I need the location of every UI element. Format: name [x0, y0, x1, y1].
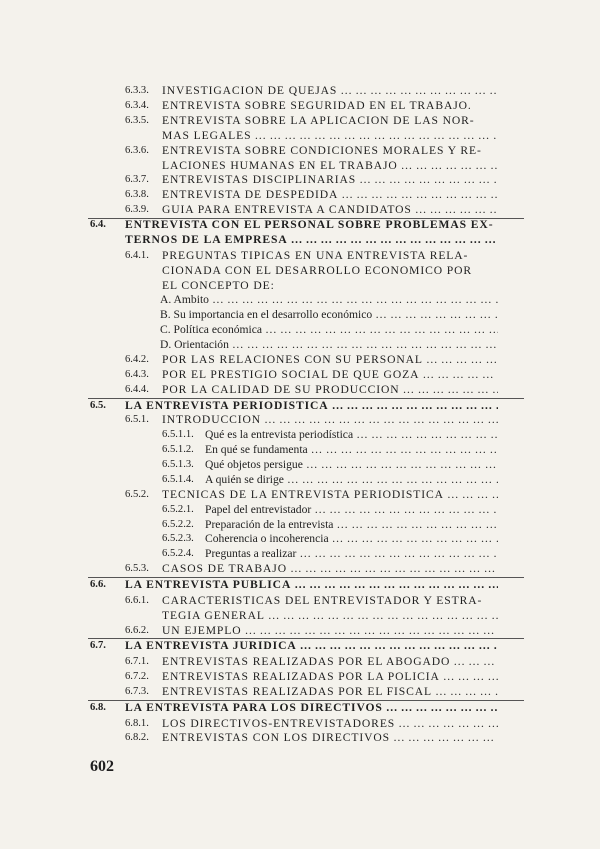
toc-entry-title: A quién se dirige … … … … … … … … … … … … … … … … … … … … … … … … … … … … … … … … … … … … … … … … … … … … … … … — [205, 472, 498, 488]
toc-entry-number: 6.7.2. — [125, 671, 149, 682]
toc-entry-title: EL CONCEPTO DE: — [162, 279, 275, 292]
toc-entry-number: 6.7. — [90, 640, 106, 651]
toc-entry-number: 6.7.1. — [125, 656, 149, 667]
toc-entry-title: Preparación de la entrevista … … … … … … … … … … … … … … … … … … … … … … … … … … … … … … … … … … … … … … … … … … … … … … … — [205, 517, 498, 533]
toc-entry-title: TECNICAS DE LA ENTREVISTA PERIODISTICA … … … … … … … … … … … … … … … … … … … … … … … … … … … … … … … … … … … … … … … … … … … … … … … — [162, 487, 498, 503]
toc-entry-title: POR EL PRESTIGIO SOCIAL DE QUE GOZA … … … … … … … … … … … … … … … … … … … … … … … … … … … … … … … … … … … … … … … … … … … … … … … — [162, 367, 498, 383]
toc-entry-number: 6.5.1.4. — [162, 474, 194, 485]
toc-entry-title: A. Ambito … … … … … … … … … … … … … … … … … … … … … … … … … … … … … … … … … … … … … … … … … … … … … … … — [160, 292, 498, 308]
toc-entry-title: Qué objetos persigue … … … … … … … … … … … … … … … … … … … … … … … … … … … … … … … … … … … … … … … … … … … … … … … — [205, 457, 498, 473]
toc-entry-number: 6.5. — [90, 400, 106, 411]
toc-entry-title: TEGIA GENERAL … … … … … … … … … … … … … … … … … … … … … … … … … … … … … … … … … … … … … … … … … … … … … … … — [162, 608, 498, 624]
toc-entry-title: D. Orientación … … … … … … … … … … … … … … … … … … … … … … … … … … … … … … … … … … … … … … … … … … … … … … … — [160, 337, 498, 353]
toc-entry-number: 6.4.2. — [125, 354, 149, 365]
toc-entry-title: MAS LEGALES … … … … … … … … … … … … … … … … … … … … … … … … … … … … … … … … … … … … … … … … … … … … … … … — [162, 128, 498, 144]
toc-entry-number: 6.5.2.2. — [162, 519, 194, 530]
toc-entry-title: En qué se fundamenta … … … … … … … … … … … … … … … … … … … … … … … … … … … … … … … … … … … … … … … … … … … … … … … — [205, 442, 498, 458]
toc-entry-title: ENTREVISTA DE DESPEDIDA … … … … … … … … … … … … … … … … … … … … … … … … … … … … … … … … … … … … … … … … … … … … … … … — [162, 187, 498, 203]
toc-entry-title: CIONADA CON EL DESARROLLO ECONOMICO POR — [162, 264, 473, 277]
toc-entry-title: ENTREVISTAS REALIZADAS POR EL FISCAL … … … … … … … … … … … … … … … … … … … … … … … … … … … … … … … … … … … … … … … … … … … … … … … — [162, 684, 498, 700]
toc-entry-title: ENTREVISTAS DISCIPLINARIAS … … … … … … … … … … … … … … … … … … … … … … … … … … … … … … … … … … … … … … … … … … … … … … … — [162, 172, 498, 188]
toc-entry-number: 6.5.2.1. — [162, 504, 194, 515]
toc-entry-title: LOS DIRECTIVOS-ENTREVISTADORES … … … … … … … … … … … … … … … … … … … … … … … … … … … … … … … … … … … … … … … … … … … … … … … — [162, 716, 498, 732]
toc-entry-title: PREGUNTAS TIPICAS EN UNA ENTREVISTA RELA- — [162, 249, 469, 262]
toc-entry-title: ENTREVISTA SOBRE LA APLICACION DE LAS NOR- — [162, 114, 475, 127]
toc-entry-number: 6.5.1. — [125, 414, 149, 425]
toc-entry-number: 6.3.6. — [125, 145, 149, 156]
toc-entry-number: 6.6.2. — [125, 625, 149, 636]
toc-entry-title: ENTREVISTA SOBRE CONDICIONES MORALES Y RE- — [162, 144, 482, 157]
toc-entry-number: 6.4. — [90, 219, 106, 230]
toc-entry-number: 6.5.2.3. — [162, 533, 194, 544]
toc-entry-title: ENTREVISTAS REALIZADAS POR LA POLICIA … … … … … … … … … … … … … … … … … … … … … … … … … … … … … … … … … … … … … … … … … … … … … … … — [162, 669, 498, 685]
toc-entry-number: 6.5.2.4. — [162, 548, 194, 559]
toc-entry-number: 6.3.8. — [125, 189, 149, 200]
toc-entry-number: 6.3.9. — [125, 204, 149, 215]
toc-entry-number: 6.4.1. — [125, 250, 149, 261]
toc-entry-number: 6.6. — [90, 579, 106, 590]
toc-entry-title: INVESTIGACION DE QUEJAS … … … … … … … … … … … … … … … … … … … … … … … … … … … … … … … … … … … … … … … … … … … … … … … — [162, 83, 498, 99]
toc-entry-title: ENTREVISTA SOBRE SEGURIDAD EN EL TRABAJO. — [162, 99, 472, 112]
toc-entry-title: Preguntas a realizar … … … … … … … … … … … … … … … … … … … … … … … … … … … … … … … … … … … … … … … … … … … … … … … — [205, 546, 498, 562]
toc-entry-title: ENTREVISTAS CON LOS DIRECTIVOS … … … … … … … … … … … … … … … … … … … … … … … … … … … … … … … … … … … … … … … … … … … … … … … — [162, 730, 498, 746]
toc-entry-title: C. Política económica … … … … … … … … … … … … … … … … … … … … … … … … … … … … … … … … … … … … … … … … … … … … … … … — [160, 322, 498, 338]
toc-entry-title: Qué es la entrevista periodística … … … … … … … … … … … … … … … … … … … … … … … … … … … … … … … … … … … … … … … … … … … … … … … — [205, 427, 498, 443]
toc-entry-number: 6.5.3. — [125, 563, 149, 574]
toc-entry-number: 6.8. — [90, 702, 106, 713]
toc-entry-title: Papel del entrevistador … … … … … … … … … … … … … … … … … … … … … … … … … … … … … … … … … … … … … … … … … … … … … … … — [205, 502, 498, 518]
toc-entry-number: 6.5.1.2. — [162, 444, 194, 455]
toc-entry-title: ENTREVISTAS REALIZADAS POR EL ABOGADO … … … … … … … … … … … … … … … … … … … … … … … … … … … … … … … … … … … … … … … … … … … … … … … — [162, 654, 498, 670]
toc-entry-title: TERNOS DE LA EMPRESA … … … … … … … … … … … … … … … … … … … … … … … … … … … … … … … … … … … … … … … … … … … … … … … — [125, 232, 498, 248]
toc-entry-title: Coherencia o incoherencia … … … … … … … … … … … … … … … … … … … … … … … … … … … … … … … … … … … … … … … … … … … … … … … — [205, 531, 498, 547]
page-number: 602 — [90, 758, 114, 775]
toc-entry-number: 6.7.3. — [125, 686, 149, 697]
toc-entry-title: GUIA PARA ENTREVISTA A CANDIDATOS … … … … … … … … … … … … … … … … … … … … … … … … … … … … … … … … … … … … … … … … … … … … … … … — [162, 202, 498, 218]
toc-entry-title: LA ENTREVISTA PUBLICA … … … … … … … … … … … … … … … … … … … … … … … … … … … … … … … … … … … … … … … … … … … … … … … — [125, 577, 498, 593]
toc-entry-number: 6.6.1. — [125, 595, 149, 606]
toc-entry-number: 6.3.5. — [125, 115, 149, 126]
toc-entry-number: 6.8.2. — [125, 732, 149, 743]
toc-entry-number: 6.3.7. — [125, 174, 149, 185]
toc-entry-title: POR LAS RELACIONES CON SU PERSONAL … … … … … … … … … … … … … … … … … … … … … … … … … … … … … … … … … … … … … … … … … … … … … … … — [162, 352, 498, 368]
toc-entry-number: 6.5.1.1. — [162, 429, 194, 440]
toc-entry-title: LA ENTREVISTA JURIDICA … … … … … … … … … … … … … … … … … … … … … … … … … … … … … … … … … … … … … … … … … … … … … … … — [125, 638, 498, 654]
toc-entry-title: INTRODUCCION … … … … … … … … … … … … … … … … … … … … … … … … … … … … … … … … … … … … … … … … … … … … … … … — [162, 412, 498, 428]
toc-entry-number: 6.4.4. — [125, 384, 149, 395]
toc-entry-number: 6.3.3. — [125, 85, 149, 96]
toc-entry-number: 6.4.3. — [125, 369, 149, 380]
toc-entry-number: 6.5.1.3. — [162, 459, 194, 470]
toc-entry-number: 6.8.1. — [125, 718, 149, 729]
toc-entry-title: CASOS DE TRABAJO … … … … … … … … … … … … … … … … … … … … … … … … … … … … … … … … … … … … … … … … … … … … … … … — [162, 561, 498, 577]
toc-entry-number: 6.3.4. — [125, 100, 149, 111]
toc-entry-title: ENTREVISTA CON EL PERSONAL SOBRE PROBLEMAS EX- — [125, 218, 494, 231]
toc-entry-title: POR LA CALIDAD DE SU PRODUCCION … … … … … … … … … … … … … … … … … … … … … … … … … … … … … … … … … … … … … … … … … … … … … … … — [162, 382, 498, 398]
toc-entry-title: CARACTERISTICAS DEL ENTREVISTADOR Y ESTRA- — [162, 594, 483, 607]
toc-entry-title: B. Su importancia en el desarrollo económico … … … … … … … … … … … … … … … … … … … … … … … … … … … … … … … … … … … … … … … … … … … … … … … — [160, 307, 498, 323]
toc-entry-title: LA ENTREVISTA PARA LOS DIRECTIVOS … … … … … … … … … … … … … … … … … … … … … … … … … … … … … … … … … … … … … … … … … … … … … … … — [125, 700, 498, 716]
toc-entry-title: LA ENTREVISTA PERIODISTICA … … … … … … … … … … … … … … … … … … … … … … … … … … … … … … … … … … … … … … … … … … … … … … … — [125, 398, 498, 414]
toc-entry-number: 6.5.2. — [125, 489, 149, 500]
toc-entry-title: LACIONES HUMANAS EN EL TRABAJO … … … … … … … … … … … … … … … … … … … … … … … … … … … … … … … … … … … … … … … … … … … … … … … — [162, 158, 498, 174]
toc-entry-title: UN EJEMPLO … … … … … … … … … … … … … … … … … … … … … … … … … … … … … … … … … … … … … … … … … … … … … … … — [162, 623, 498, 639]
